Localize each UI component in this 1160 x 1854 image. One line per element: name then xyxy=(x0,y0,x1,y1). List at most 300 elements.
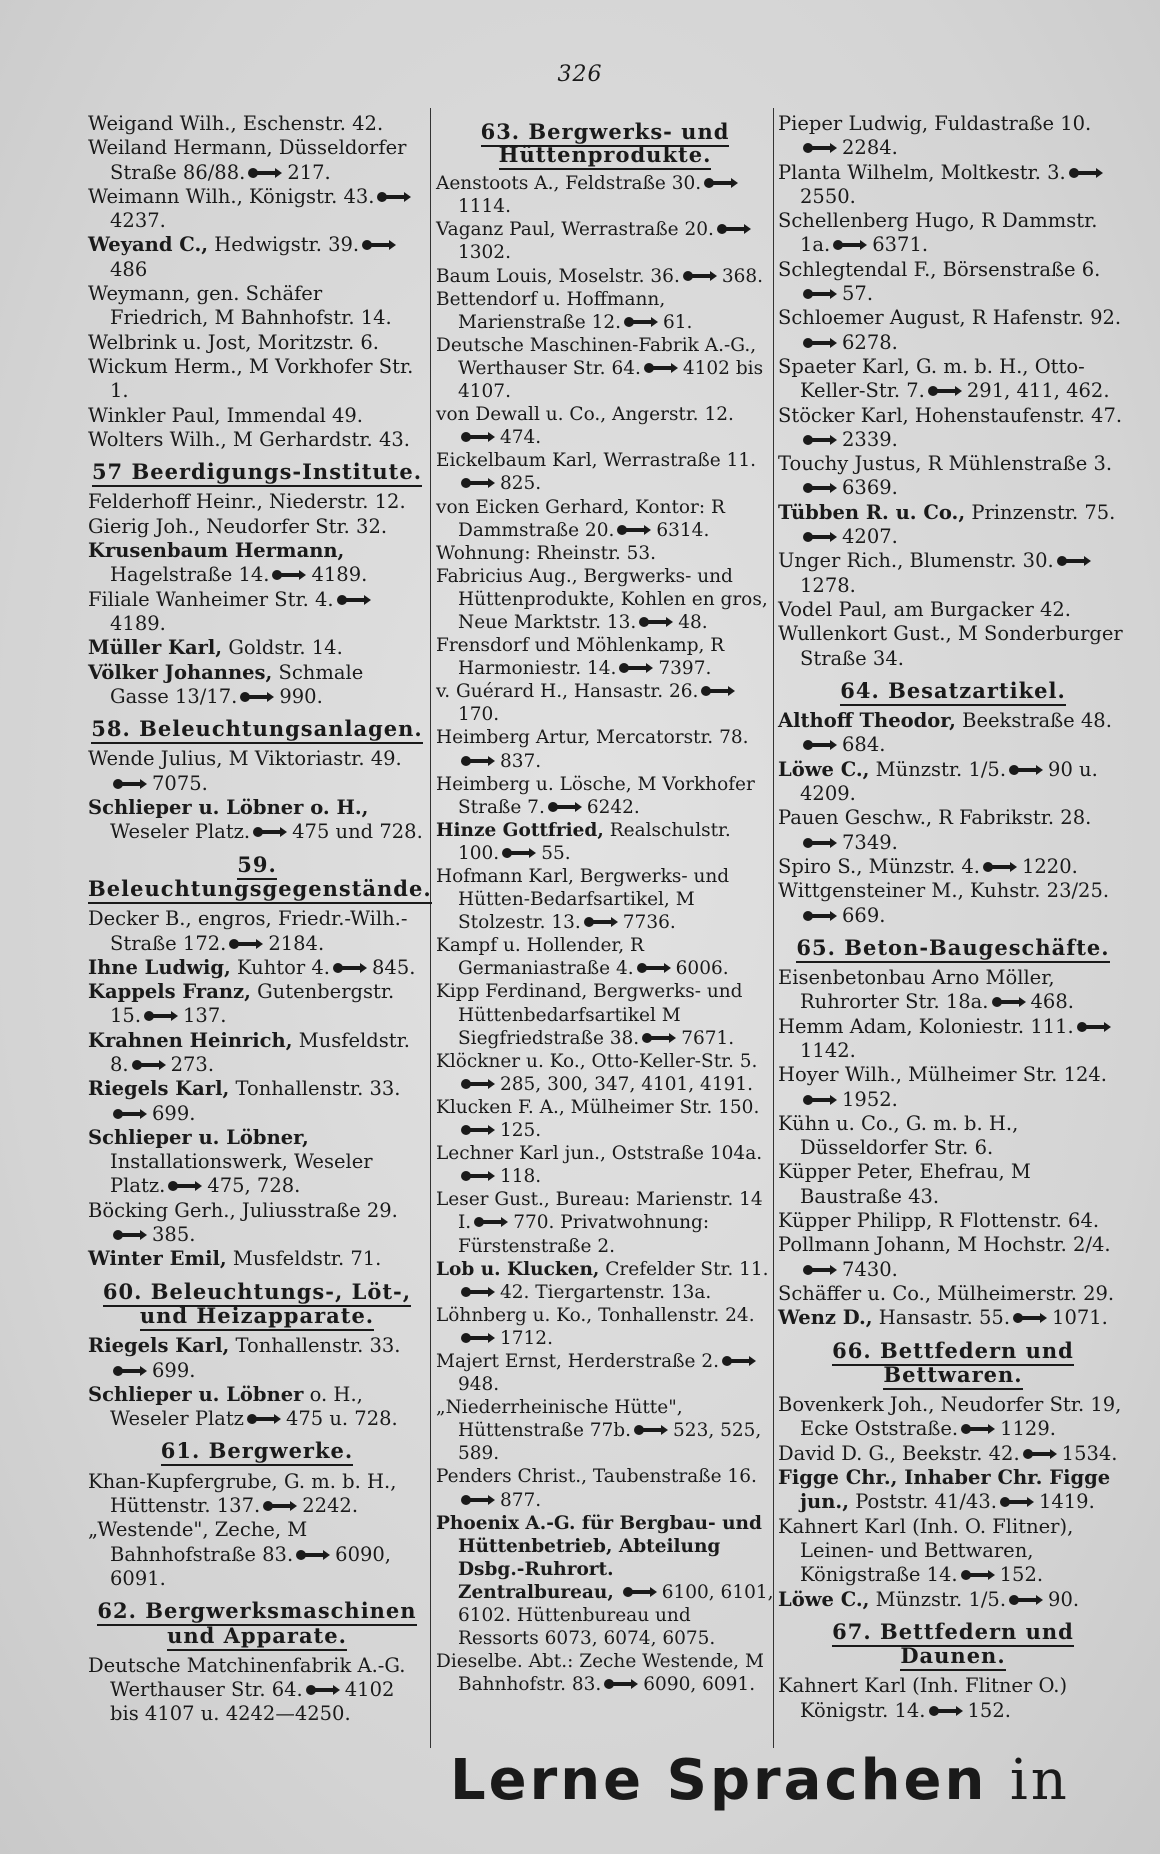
directory-entry xyxy=(436,680,774,726)
telephone-icon xyxy=(683,269,717,283)
telephone-icon xyxy=(1013,1311,1047,1325)
telephone-icon xyxy=(548,800,582,814)
entry-text: Felderhoff Heinr., Niederstr. 12. xyxy=(88,490,406,514)
phone-number: 6371. xyxy=(872,233,929,257)
entry-text: Beekstraße 48. xyxy=(962,709,1112,733)
entry-bold-name: Löwe C., xyxy=(778,757,870,781)
entry-text: Schloemer August, R Hafenstr. 92. xyxy=(778,306,1122,330)
entry-text: Welbrink u. Jost, Moritzstr. 6. xyxy=(88,330,379,354)
telephone-icon xyxy=(377,190,411,204)
telephone-icon xyxy=(474,1215,508,1229)
phone-number: 7349. xyxy=(842,830,898,854)
telephone-icon xyxy=(248,166,282,180)
entry-text: Poststr. 41/43. xyxy=(855,1490,997,1514)
entry-text: Kipp Ferdinand, Bergwerks- und Hüttenbedarfsartikel M Siegfriedstraße 38. xyxy=(436,981,743,1049)
entry-text: Weseler Platz. xyxy=(110,820,251,844)
directory-entry xyxy=(88,661,426,710)
telephone-icon xyxy=(983,860,1017,874)
entry-text: Leser Gust., Bureau: Marienstr. 14 I. xyxy=(436,1189,763,1234)
entry-text: Böcking Gerh., Juliusstraße 29. xyxy=(88,1198,398,1222)
telephone-icon xyxy=(992,995,1026,1009)
entry-text: Hedwigstr. 39. xyxy=(214,233,360,257)
column-divider-left xyxy=(430,108,431,1748)
directory-entry xyxy=(436,218,774,264)
directory-entry xyxy=(778,549,1128,598)
telephone-icon xyxy=(113,1364,147,1378)
directory-entry xyxy=(778,598,1128,622)
phone-number: 217. xyxy=(287,160,331,184)
directory-entry xyxy=(88,112,426,136)
directory-entry xyxy=(88,1199,426,1248)
phone-number: 6278. xyxy=(842,330,898,354)
directory-entry xyxy=(88,956,426,980)
phone-number: 4102 bis 4107 u. 4242—4250. xyxy=(110,1678,395,1726)
phone-number: 4207. xyxy=(842,525,898,549)
section-heading-text: 64. Besatzartikel. xyxy=(840,678,1066,706)
telephone-icon xyxy=(639,615,673,629)
directory-entry xyxy=(88,490,426,514)
phone-number: 2242. xyxy=(302,1494,359,1518)
directory-entry xyxy=(88,185,426,234)
phone-number: 669. xyxy=(842,903,886,927)
phone-number: 273. xyxy=(170,1052,215,1076)
entry-bold-name: Kappels Franz, xyxy=(88,980,251,1004)
directory-entry xyxy=(778,161,1128,210)
entry-text: Heimberg Artur, Mercatorstr. 78. xyxy=(436,727,749,749)
telephone-icon xyxy=(644,361,678,375)
directory-entry xyxy=(778,501,1128,550)
entry-text: Wohnung: Rheinstr. 53. xyxy=(436,542,657,564)
entry-text: Weigand Wilh., Eschenstr. 42. xyxy=(88,112,384,135)
entry-bold-name: Phoenix A.-G. für Bergbau- und Hüttenbetrieb, Abteilung Dsbg.-Ruhrort. Zentralbureau, xyxy=(436,1512,762,1603)
directory-entry xyxy=(88,515,426,539)
entry-text: Pollmann Johann, M Hochstr. 2/4. xyxy=(778,1233,1111,1257)
telephone-icon xyxy=(803,433,837,447)
telephone-icon xyxy=(113,1228,147,1242)
directory-entry xyxy=(88,1334,426,1383)
telephone-icon xyxy=(240,690,274,704)
entry-text: Planta Wilhelm, Moltkestr. 3. xyxy=(778,160,1066,184)
entry-bold-name: Riegels Karl, xyxy=(88,1077,230,1101)
telephone-icon xyxy=(333,961,367,975)
entry-text: Vodel Paul, am Burgacker 42. xyxy=(778,597,1071,621)
entry-bold-name: Althoff Theodor, xyxy=(778,709,956,733)
telephone-icon xyxy=(803,1263,837,1277)
entry-bold-name: Schlieper u. Löbner, xyxy=(88,1125,309,1149)
directory-entry xyxy=(88,1518,426,1591)
directory-entry xyxy=(88,355,426,404)
directory-entry xyxy=(88,588,426,637)
telephone-icon xyxy=(803,530,837,544)
page-number: 326 xyxy=(557,62,603,87)
telephone-icon xyxy=(634,1423,668,1437)
directory-entry xyxy=(778,806,1128,855)
phone-number: 837. xyxy=(500,750,542,772)
directory-entry xyxy=(88,331,426,355)
directory-entry xyxy=(88,907,426,956)
telephone-icon xyxy=(272,568,306,582)
phone-number: 2339. xyxy=(842,427,898,451)
entry-bold-name: Riegels Karl, xyxy=(88,1334,230,1358)
phone-number: 1114. xyxy=(458,196,511,218)
directory-entry xyxy=(778,306,1128,355)
entry-text: Hofmann Karl, Bergwerks- und Hütten-Bedarfsartikel, M Stolzestr. 13. xyxy=(436,866,730,934)
phone-number: 770. Privatwohnung: Fürstenstraße 2. xyxy=(458,1212,710,1257)
directory-entry xyxy=(436,1512,774,1651)
phone-number: 61. xyxy=(663,311,693,333)
entry-text: Installationswerk, Weseler Platz. xyxy=(110,1150,373,1198)
directory-entry xyxy=(778,622,1128,671)
section-heading xyxy=(88,717,426,741)
section-heading-text: 65. Beton-Baugeschäfte. xyxy=(796,935,1109,963)
directory-entry xyxy=(436,565,774,634)
entry-text: Spiro S., Münzstr. 4. xyxy=(778,854,980,878)
phone-number: 475, 728. xyxy=(207,1174,301,1198)
directory-entry xyxy=(778,1112,1128,1161)
directory-entry xyxy=(778,355,1128,404)
directory-entry xyxy=(436,773,774,819)
directory-entry xyxy=(778,1160,1128,1209)
entry-text: Touchy Justus, R Mühlenstraße 3. xyxy=(778,452,1113,476)
entry-text: Wolters Wilh., M Gerhardstr. 43. xyxy=(88,427,410,451)
telephone-icon xyxy=(229,937,263,951)
entry-bold-name: Völker Johannes, xyxy=(88,660,273,684)
telephone-icon xyxy=(701,684,735,698)
entry-text: Musfeldstr. 71. xyxy=(232,1247,382,1271)
entry-text: Schellenberg Hugo, R Dammstr. 1a. xyxy=(778,209,1098,257)
entry-bold-name: Ihne Ludwig, xyxy=(88,955,231,979)
telephone-icon xyxy=(637,961,671,975)
section-heading xyxy=(778,679,1128,703)
directory-entry xyxy=(88,747,426,796)
telephone-icon xyxy=(461,754,495,768)
phone-number: 475 und 728. xyxy=(292,820,423,844)
directory-entry xyxy=(436,172,774,218)
entry-text: Winkler Paul, Immendal 49. xyxy=(88,403,364,427)
phone-number: 474. xyxy=(500,427,542,449)
directory-entry xyxy=(778,855,1128,879)
directory-entry xyxy=(88,233,426,282)
directory-entry xyxy=(778,1063,1128,1112)
phone-number: 90 u. 4209. xyxy=(800,757,1098,806)
telephone-icon xyxy=(362,238,396,252)
telephone-icon xyxy=(833,238,867,252)
advertisement-main-text: Lerne Sprachen xyxy=(450,1748,988,1813)
phone-number: 6242. xyxy=(586,796,640,818)
entry-text: Klucken F. A., Mülheimer Str. 150. xyxy=(436,1096,760,1118)
section-heading-text: 57 Beerdigungs-Institute. xyxy=(92,459,422,487)
phone-number: 7671. xyxy=(681,1027,735,1049)
directory-entry xyxy=(778,966,1128,1015)
phone-number: 1534. xyxy=(1061,1441,1118,1465)
section-heading xyxy=(778,936,1128,960)
phone-number: 7075. xyxy=(152,771,208,795)
entry-text: Wittgensteiner M., Kuhstr. 23/25. xyxy=(778,879,1110,903)
entry-text: Bettendorf u. Hoffmann, Marienstraße 12. xyxy=(436,288,666,333)
phone-number: 118. xyxy=(500,1166,542,1188)
telephone-icon xyxy=(928,384,962,398)
telephone-icon xyxy=(1009,763,1043,777)
telephone-icon xyxy=(461,1123,495,1137)
directory-entry xyxy=(88,428,426,452)
telephone-icon xyxy=(803,141,837,155)
directory-entry xyxy=(88,282,426,331)
entry-bold-name: Müller Karl, xyxy=(88,636,223,660)
directory-entry xyxy=(778,1015,1128,1064)
phone-number: 6314. xyxy=(656,519,710,541)
section-heading xyxy=(778,1620,1128,1669)
telephone-icon xyxy=(623,1585,657,1599)
telephone-icon xyxy=(604,1677,638,1691)
telephone-icon xyxy=(803,287,837,301)
telephone-icon xyxy=(722,1354,756,1368)
directory-entry xyxy=(436,1050,774,1096)
phone-number: 523, 525, 589. xyxy=(458,1420,762,1465)
entry-text: Wullenkort Gust., M Sonderburger Straße 34. xyxy=(778,622,1123,670)
entry-text: Wende Julius, M Viktoriastr. 49. xyxy=(88,747,402,771)
entry-text: Schäffer u. Co., Mülheimerstr. 29. xyxy=(778,1281,1115,1305)
entry-text: Weiland Hermann, Düsseldorfer Straße 86/88. xyxy=(88,136,407,184)
phone-number: 684. xyxy=(842,733,886,757)
phone-number: 1142. xyxy=(800,1038,856,1062)
directory-entry xyxy=(436,980,774,1049)
telephone-icon xyxy=(803,481,837,495)
telephone-icon xyxy=(642,1031,676,1045)
phone-number: 4102 bis 4107. xyxy=(458,357,764,403)
directory-entry xyxy=(88,980,426,1029)
entry-text: Eickelbaum Karl, Werrastraße 11. xyxy=(436,450,757,472)
advertisement-tail-text: in xyxy=(1009,1748,1070,1813)
phone-number: 6006. xyxy=(675,958,729,980)
entry-text: Schlegtendal F., Börsenstraße 6. xyxy=(778,257,1101,281)
phone-number: 1220. xyxy=(1021,854,1078,878)
telephone-icon xyxy=(961,1568,995,1582)
directory-entry xyxy=(436,1258,774,1304)
column-middle xyxy=(436,112,774,1696)
telephone-icon xyxy=(619,661,653,675)
section-heading-text: 61. Bergwerke. xyxy=(161,1438,353,1466)
directory-entry xyxy=(88,1029,426,1078)
entry-text: Filiale Wanheimer Str. 4. xyxy=(88,587,334,611)
entry-text: Unger Rich., Blumenstr. 30. xyxy=(778,549,1054,573)
entry-text: Kuhtor 4. xyxy=(237,955,330,979)
section-heading xyxy=(88,1599,426,1648)
directory-entry xyxy=(778,404,1128,453)
entry-text: Baum Louis, Moselstr. 36. xyxy=(436,265,680,287)
phone-number: 152. xyxy=(967,1698,1011,1722)
phone-number: 48. xyxy=(678,611,708,633)
phone-number: 4237. xyxy=(110,209,166,233)
telephone-icon xyxy=(461,1493,495,1507)
entry-text: Vaganz Paul, Werrastraße 20. xyxy=(436,219,714,241)
phone-number: 948. xyxy=(458,1374,500,1396)
directory-entry xyxy=(778,1674,1128,1723)
telephone-icon xyxy=(461,430,495,444)
entry-bold-name: Hinze Gottfried, xyxy=(436,819,604,841)
phone-number: 6369. xyxy=(842,476,898,500)
section-heading xyxy=(88,1280,426,1329)
phone-number: 1071. xyxy=(1052,1306,1108,1330)
entry-text: „Westende", Zeche, M Bahnhofstraße 83. xyxy=(88,1518,308,1566)
phone-number: 475 u. 728. xyxy=(285,1407,398,1431)
directory-entry xyxy=(778,1442,1128,1466)
directory-entry xyxy=(436,1350,774,1396)
entry-text: Pauen Geschw., R Fabrikstr. 28. xyxy=(778,806,1092,830)
directory-entry xyxy=(778,758,1128,807)
entry-bold-name: Weyand C., xyxy=(88,233,209,257)
telephone-icon xyxy=(253,825,287,839)
entry-text: o. H., Weseler Platz xyxy=(110,1382,363,1431)
phone-number: 42. Tiergartenstr. 13a. xyxy=(500,1281,712,1303)
directory-entry xyxy=(778,1306,1128,1330)
telephone-icon xyxy=(617,523,651,537)
phone-number: 285, 300, 347, 4101, 4191. xyxy=(500,1073,754,1095)
directory-entry xyxy=(88,1077,426,1126)
phone-number: 990. xyxy=(279,684,323,708)
entry-text: Pieper Ludwig, Fuldastraße 10. xyxy=(778,112,1092,135)
directory-entry xyxy=(88,636,426,660)
entry-text: Penders Christ., Taubenstraße 16. xyxy=(436,1466,757,1488)
section-heading-text: 66. Bettfedern und Bettwaren. xyxy=(832,1338,1074,1390)
telephone-icon xyxy=(461,1169,495,1183)
phone-number: 1302. xyxy=(458,242,511,264)
telephone-icon xyxy=(961,1422,995,1436)
phone-number: 2184. xyxy=(268,931,325,955)
phone-number: 291, 411, 462. xyxy=(966,379,1110,403)
directory-entry xyxy=(88,136,426,185)
section-heading-text: 59. Beleuchtungsgegenstände. xyxy=(88,852,432,904)
entry-text: Musfeldstr. 8. xyxy=(110,1028,410,1076)
entry-text: Spaeter Karl, G. m. b. H., Otto-Keller-Str. 7. xyxy=(778,354,1085,403)
telephone-icon xyxy=(624,315,658,329)
telephone-icon xyxy=(929,1704,963,1718)
phone-number: 845. xyxy=(372,955,416,979)
entry-text: Bovenkerk Joh., Neudorfer Str. 19, Ecke Oststraße. xyxy=(778,1393,1122,1441)
entry-text: Hagelstraße 14. xyxy=(110,563,270,587)
entry-text: Schmale Gasse 13/17. xyxy=(110,660,364,708)
entry-text: Heimberg u. Lösche, M Vorkhofer Straße 7. xyxy=(436,773,755,818)
entry-text: Prinzenstr. 75. xyxy=(971,500,1116,524)
phone-number: 7397. xyxy=(658,658,712,680)
directory-entry xyxy=(436,1465,774,1511)
telephone-icon xyxy=(306,1683,340,1697)
section-heading xyxy=(778,1339,1128,1388)
directory-entry xyxy=(436,542,774,565)
entry-text: Gutenbergstr. 15. xyxy=(110,980,395,1028)
directory-entry xyxy=(778,1209,1128,1233)
phone-number: 4189. xyxy=(110,611,166,635)
phone-number: 1952. xyxy=(842,1087,898,1111)
directory-entry xyxy=(778,209,1128,258)
advertisement-banner xyxy=(450,1748,1130,1813)
entry-bold-name: Krusenbaum Hermann, xyxy=(88,539,345,563)
phone-number: 2284. xyxy=(842,136,898,160)
section-heading xyxy=(88,1439,426,1463)
column-left xyxy=(88,112,432,1727)
telephone-icon xyxy=(461,476,495,490)
directory-entry xyxy=(778,879,1128,928)
directory-entry xyxy=(436,449,774,495)
entry-text: David D. G., Beekstr. 42. xyxy=(778,1441,1020,1465)
entry-text: Hoyer Wilh., Mülheimer Str. 124. xyxy=(778,1063,1107,1087)
phone-number: 125. xyxy=(500,1120,542,1142)
entry-bold-name: Krahnen Heinrich, xyxy=(88,1028,293,1052)
telephone-icon xyxy=(704,176,738,190)
directory-entry xyxy=(88,1247,426,1271)
phone-number: 2550. xyxy=(800,184,856,208)
phone-number: 90. xyxy=(1048,1587,1080,1611)
section-heading-text: 60. Beleuchtungs-, Löt-, und Heizapparate. xyxy=(103,1279,411,1331)
directory-entry xyxy=(88,1383,426,1432)
section-heading-text: 58. Beleuchtungsanlagen. xyxy=(91,716,422,744)
telephone-icon xyxy=(461,1331,495,1345)
directory-entry xyxy=(436,288,774,334)
directory-entry xyxy=(88,1654,426,1727)
phone-number: 6090, 6091. xyxy=(110,1542,391,1590)
directory-entry xyxy=(436,1096,774,1142)
phone-number: 486 xyxy=(110,257,148,281)
phone-number: 4189. xyxy=(311,563,368,587)
telephone-icon xyxy=(1009,1593,1043,1607)
phone-number: 468. xyxy=(1030,990,1074,1014)
directory-entry xyxy=(778,452,1128,501)
entry-text: Dieselbe. Abt.: Zeche Westende, M Bahnhofstr. 83. xyxy=(436,1651,764,1696)
phone-number: 6090, 6091. xyxy=(643,1674,756,1696)
directory-entry xyxy=(778,1233,1128,1282)
entry-bold-name: Schlieper u. Löbner xyxy=(88,1382,304,1406)
directory-entry xyxy=(88,1470,426,1519)
telephone-icon xyxy=(1077,1020,1111,1034)
directory-entry xyxy=(778,112,1128,161)
entry-text: Goldstr. 14. xyxy=(228,636,343,660)
directory-entry xyxy=(436,265,774,288)
section-heading xyxy=(88,460,426,484)
directory-entry xyxy=(436,403,774,449)
telephone-icon xyxy=(1023,1447,1057,1461)
directory-entry xyxy=(778,1466,1128,1515)
phone-number: 7736. xyxy=(622,912,676,934)
telephone-icon xyxy=(144,1009,178,1023)
entry-text: Wickum Herm., M Vorkhofer Str. 1. xyxy=(88,354,414,403)
telephone-icon xyxy=(803,336,837,350)
entry-text: Löhnberg u. Ko., Tonhallenstr. 24. xyxy=(436,1304,755,1326)
directory-entry xyxy=(436,1396,774,1465)
entry-text: Aenstoots A., Feldstraße 30. xyxy=(436,173,702,195)
phone-number: 1278. xyxy=(800,573,856,597)
entry-text: Fabricius Aug., Bergwerks- und Hüttenprodukte, Kohlen en gros, Neue Marktstr. 13. xyxy=(436,565,768,633)
phone-number: 57. xyxy=(842,282,874,306)
telephone-icon xyxy=(337,593,371,607)
section-heading-text: 63. Bergwerks- und Hüttenprodukte. xyxy=(481,119,730,170)
entry-text: Münzstr. 1/5. xyxy=(875,1587,1007,1611)
directory-entry xyxy=(436,1650,774,1696)
entry-text: Decker B., engros, Friedr.-Wilh.-Straße 172. xyxy=(88,907,408,955)
entry-bold-name: Schlieper u. Löbner o. H., xyxy=(88,796,369,820)
phone-number: 1712. xyxy=(500,1327,553,1349)
entry-text: Kühn u. Co., G. m. b. H., Düsseldorfer Str. 6. xyxy=(778,1111,1019,1160)
telephone-icon xyxy=(113,777,147,791)
entry-text: Khan-Kupfergrube, G. m. b. H., Hüttenstr. 137. xyxy=(88,1469,397,1518)
directory-entry xyxy=(778,709,1128,758)
directory-entry xyxy=(88,539,426,588)
directory-entry xyxy=(436,1188,774,1257)
telephone-icon xyxy=(803,836,837,850)
phone-number: 699. xyxy=(152,1358,196,1382)
directory-entry xyxy=(436,496,774,542)
telephone-icon xyxy=(803,909,837,923)
telephone-icon xyxy=(502,846,536,860)
directory-entry xyxy=(778,1515,1128,1588)
